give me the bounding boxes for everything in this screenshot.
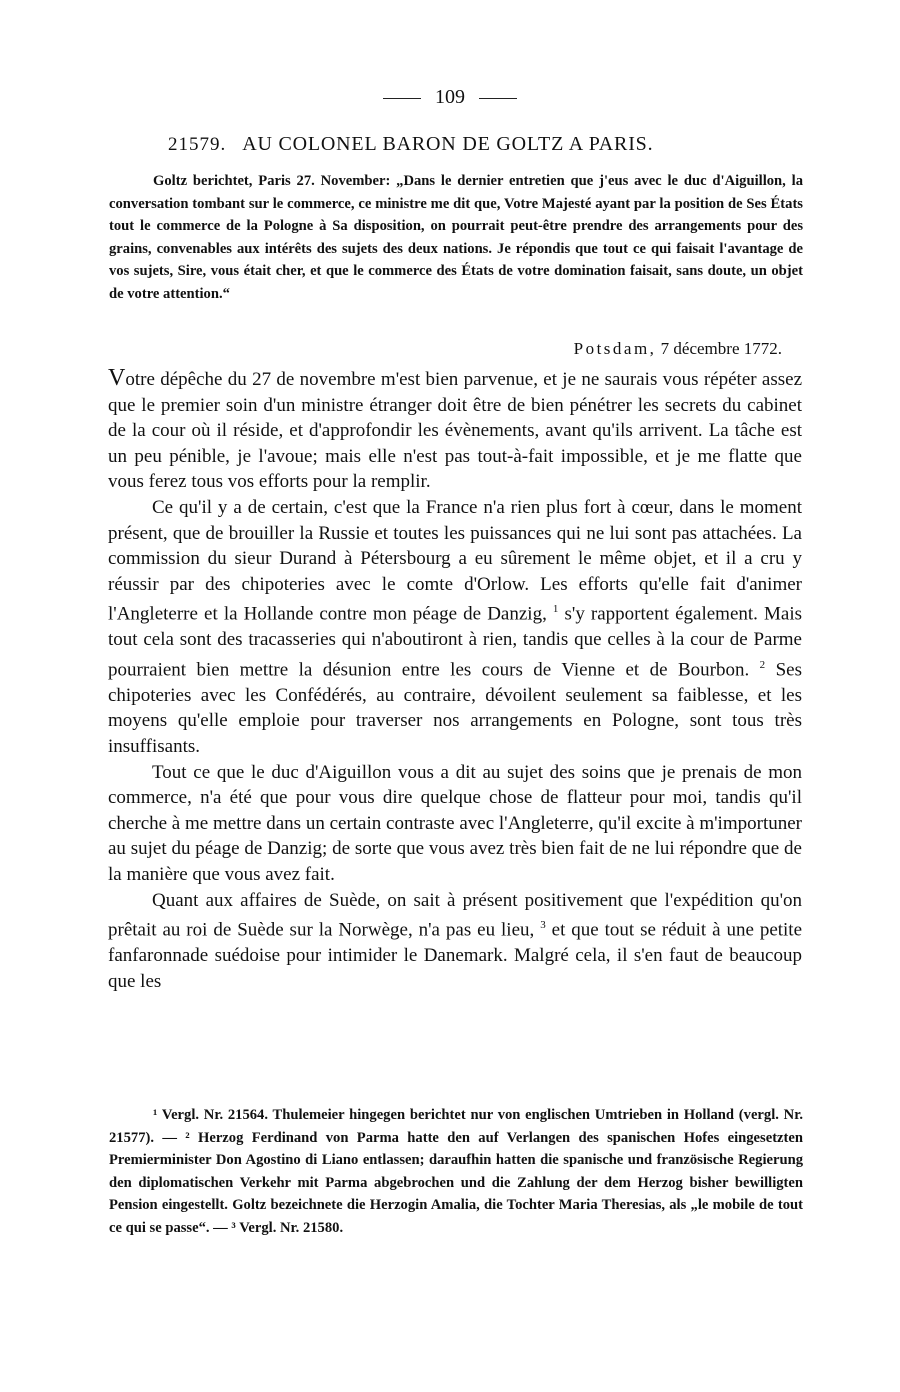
body-paragraph bbox=[108, 888, 802, 995]
footnote-marker: 1 bbox=[552, 603, 559, 616]
body-paragraph bbox=[108, 760, 802, 888]
paragraph-text: s'y rapportent également. Mais tout cela sont des tracasseries qui n'aboutiront à rien, tandis que celles à la cour de Parme pourraient bien mettre la désunion entre les cours de Vienne et de Bourbon. bbox=[108, 603, 803, 681]
letter-heading bbox=[168, 133, 788, 156]
letter-addressee: AU COLONEL BARON DE GOLTZ A PARIS. bbox=[242, 133, 654, 155]
dateline-place: Potsdam, bbox=[573, 339, 657, 358]
letter-number: 21579. bbox=[168, 134, 227, 155]
letter-body bbox=[108, 366, 802, 994]
paragraph-text: Ce qu'il y a de certain, c'est que la France n'a rien plus fort à cœur, dans le moment présent, que de brouiller la Russie et toutes les puissances qui ne lui sont pas attachées. La commission du sieur Durand à Pétersbourg a eu sûrement le même objet, et il a cru y réussir par des chipoteries avec le comte d'Orlow. Les efforts qu'elle fait d'animer l'Angleterre et la Hollande contre mon péage de Danzig, bbox=[108, 496, 802, 625]
page-number-text: 109 bbox=[435, 86, 465, 108]
folio-rule-right bbox=[479, 98, 517, 99]
page-number bbox=[0, 86, 900, 109]
footnote-marker: 3 bbox=[540, 919, 546, 932]
body-paragraph bbox=[108, 495, 802, 760]
dateline bbox=[100, 339, 782, 359]
paragraph-text: et que tout se réduit à une petite fanfaronnade suédoise pour intimider le Danemark. Malgré cela, il s'en faut de beaucoup que les bbox=[108, 919, 803, 992]
folio-rule-left bbox=[383, 98, 421, 99]
report-summary: Goltz berichtet, Paris 27. November: „Dans le dernier entretien que j'eus avec le duc d'Aiguillon, la conversation tombant sur le commerce, ce ministre me dit que, Votre Majesté ayant par la position de Ses États tout le commerce de la Pologne à Sa disposition, on pourrait peut-être prendre des arrangements pour des grains, convenables aux intérêts des sujets des deux nations. Je répondis que tout ce qui faisait l'avantage de vos sujets, Sire, vous était cher, et que le commerce des États de votre domination faisait, sans doute, un objet de votre attention.“ bbox=[109, 173, 803, 302]
paragraph-text: Tout ce que le duc d'Aiguillon vous a dit au sujet des soins que je prenais de mon commerce, n'a été que pour vous dire quelque chose de flatteur pour moi, tandis qu'il cherche à me mettre dans un certain contraste avec l'Angleterre, qu'il excite à m'importuner au sujet du péage de Danzig; de sorte que vous avez très bien fait de ne lui répondre que de la manière que vous avez fait. bbox=[108, 761, 802, 885]
initial-letter: V bbox=[108, 365, 126, 391]
dateline-date: 7 décembre 1772. bbox=[660, 339, 782, 358]
body-paragraph bbox=[108, 366, 802, 495]
footnotes: ¹ Vergl. Nr. 21564. Thulemeier hingegen berichtet nur von englischen Umtrieben in Holland (vergl. Nr. 21577). — ² Herzog Ferdinand von Parma hatte den auf Verlangen des spanischen Hofes eingesetzten Premierminister Don Agostino di Liano entlassen; daraufhin hatten die spanische und französische Regierung den diplomatischen Verkehr mit Parma abgebrochen und die Zahlung der dem Herzog bisher bewilligten Pension eingestellt. Goltz bezeichnete die Herzogin Amalia, die Tochter Maria Theresias, als „le mobile de tout ce qui se passe“. — ³ Vergl. Nr. 21580. bbox=[109, 1107, 803, 1236]
paragraph-text: Ses chipoteries avec les Confédérés, au contraire, dévoilent seulement sa faiblesse, et les moyens qu'elle emploie pour traverser nos arrangements en Pologne, sont tous très insuffisants. bbox=[108, 659, 803, 757]
paragraph-text: otre dépêche du 27 de novembre m'est bien parvenue, et je ne saurais vous répéter assez que le premier soin d'un ministre étranger doit être de bien pénétrer les secrets du cabinet de la cour où il réside, et d'approfondir les évènements, avant qu'ils arrivent. La tâche est un peu pénible, je l'avoue; mais elle n'est pas tout-à-fait impossible, et je me flatte que vous ferez tous vos efforts pour la remplir. bbox=[108, 369, 802, 493]
footnote-marker: 2 bbox=[759, 658, 766, 671]
paragraph-text: Quant aux affaires de Suède, on sait à présent positivement que l'expédition qu'on prêtait au roi de Suède sur la Norwège, n'a pas eu lieu, bbox=[108, 889, 802, 941]
